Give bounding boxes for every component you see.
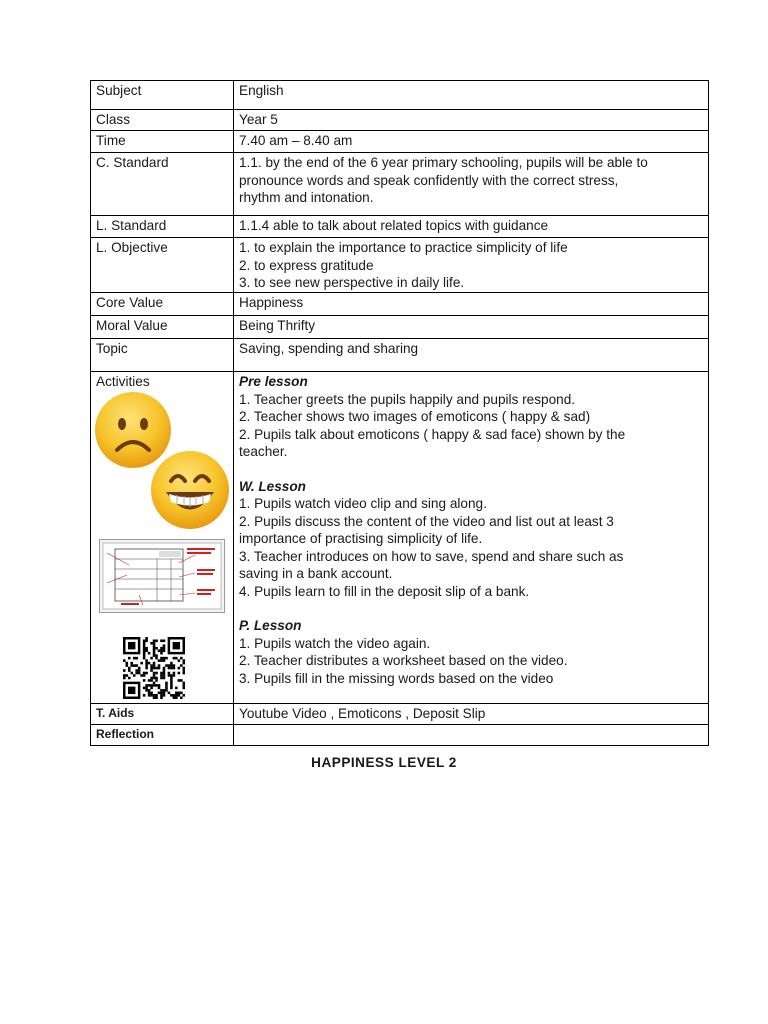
row-class — [91, 110, 709, 131]
l-standard-label: L. Standard — [91, 216, 234, 238]
aids-label: T. Aids — [91, 704, 234, 725]
row-c-standard — [91, 153, 709, 216]
class-value: Year 5 — [234, 110, 709, 131]
pre-lesson-line: teacher. — [239, 444, 288, 459]
c-standard-line: rhythm and intonation. — [239, 190, 374, 205]
reflection-label: Reflection — [91, 725, 234, 746]
footer-title: HAPPINESS LEVEL 2 — [311, 755, 457, 770]
row-l-objective — [91, 238, 709, 293]
post-lesson-line: 1. Pupils watch the video again. — [239, 635, 431, 651]
row-subject — [91, 81, 709, 110]
objective-line: 3. to see new perspective in daily life. — [239, 275, 465, 290]
row-activities — [91, 372, 709, 704]
time-label: Time — [91, 131, 234, 153]
while-lesson-line: 1. Pupils watch video clip and sing along. — [239, 496, 487, 511]
post-lesson-line: 2. Teacher distributes a worksheet based on the video. — [239, 653, 568, 668]
activities-content — [234, 372, 709, 704]
objective-line: 2. to express gratitude — [239, 257, 374, 273]
c-standard-value — [234, 153, 709, 216]
core-value-label: Core Value — [91, 293, 234, 316]
subject-label: Subject — [91, 81, 234, 110]
row-moral-value — [91, 316, 709, 339]
class-label: Class — [91, 110, 234, 131]
post-lesson-heading: P. Lesson — [239, 618, 302, 633]
l-standard-value: 1.1.4 able to talk about related topics with guidance — [234, 216, 709, 238]
while-lesson-line: 4. Pupils learn to fill in the deposit slip of a bank. — [239, 583, 530, 599]
row-time — [91, 131, 709, 153]
pre-lesson-heading: Pre lesson — [239, 374, 308, 389]
deposit-slip-image — [99, 539, 225, 613]
c-standard-label: C. Standard — [91, 153, 234, 216]
topic-value: Saving, spending and sharing — [234, 339, 709, 372]
activities-label: Activities — [96, 374, 150, 389]
row-l-standard — [91, 216, 709, 238]
moral-value-label: Moral Value — [91, 316, 234, 339]
while-lesson-line: saving in a bank account. — [239, 566, 393, 581]
pre-lesson-line: 2. Pupils talk about emoticons ( happy & sad face) shown by the — [239, 426, 626, 442]
topic-label: Topic — [91, 339, 234, 372]
while-lesson-line: 3. Teacher introduces on how to save, spend and share such as — [239, 548, 624, 564]
l-objective-value — [234, 238, 709, 293]
time-value: 7.40 am – 8.40 am — [234, 131, 709, 153]
activities-label-cell — [91, 372, 234, 704]
post-lesson-line: 3. Pupils fill in the missing words based on the video — [239, 670, 554, 686]
moral-value-value: Being Thrifty — [234, 316, 709, 339]
pre-lesson-line: 2. Teacher shows two images of emoticons ( happy & sad) — [239, 409, 591, 424]
c-standard-line: 1.1. by the end of the 6 year primary schooling, pupils will be able to — [239, 155, 648, 170]
core-value-value: Happiness — [234, 293, 709, 316]
while-lesson-line: importance of practising simplicity of life. — [239, 531, 483, 546]
reflection-value — [234, 725, 709, 746]
while-lesson-line: 2. Pupils discuss the content of the video and list out at least 3 — [239, 513, 614, 529]
l-objective-label: L. Objective — [91, 238, 234, 293]
objective-line: 1. to explain the importance to practice simplicity of life — [239, 240, 568, 255]
row-teaching-aids — [91, 704, 709, 725]
pre-lesson-line: 1. Teacher greets the pupils happily and pupils respond. — [239, 391, 576, 407]
row-core-value — [91, 293, 709, 316]
row-reflection — [91, 725, 709, 746]
aids-value: Youtube Video , Emoticons , Deposit Slip — [234, 704, 709, 725]
qr-code-image — [123, 637, 185, 699]
c-standard-line: pronounce words and speak confidently with the correct stress, — [239, 172, 619, 188]
while-lesson-heading: W. Lesson — [239, 478, 306, 494]
grinning-face-icon — [149, 449, 231, 531]
row-topic — [91, 339, 709, 372]
lesson-plan-table — [90, 80, 709, 746]
subject-value: English — [234, 81, 709, 110]
